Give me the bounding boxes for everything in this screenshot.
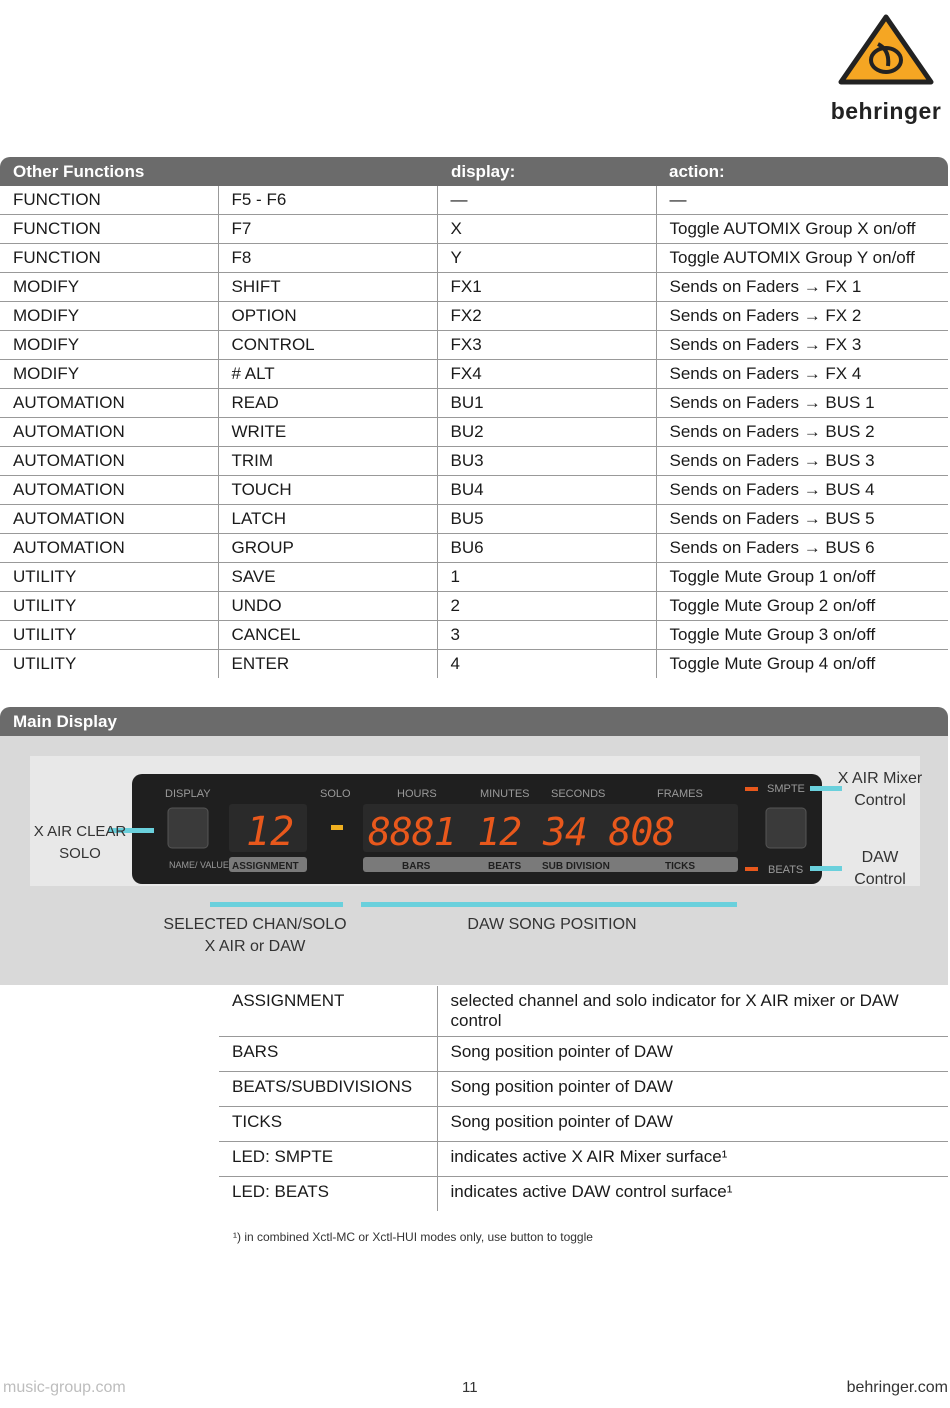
table-cell: OPTION	[218, 302, 437, 331]
table-cell: Toggle AUTOMIX Group X on/off	[656, 215, 948, 244]
table-cell: Song position pointer of DAW	[437, 1107, 948, 1142]
name-value-label: NAME/ VALUE	[169, 860, 229, 870]
table-cell: Sends on Faders → FX 3	[656, 331, 948, 360]
callout-daw-song-position: DAW SONG POSITION	[467, 916, 637, 933]
assignment-label: ASSIGNMENT	[232, 861, 299, 872]
display-diagram	[0, 736, 948, 985]
sub-division-label: SUB DIVISION	[542, 861, 610, 872]
table-row	[0, 650, 948, 679]
table-cell: MODIFY	[0, 302, 218, 331]
table-cell: UTILITY	[0, 592, 218, 621]
table-cell: Sends on Faders → FX 4	[656, 360, 948, 389]
table-cell: UTILITY	[13, 654, 77, 673]
table-cell: FUNCTION	[0, 215, 218, 244]
beats-led	[745, 867, 758, 871]
table-cell: AUTOMATION	[0, 418, 218, 447]
table-row	[0, 563, 948, 592]
header-col-display: display:	[451, 162, 516, 181]
callout-mixer-control: X AIR Mixer Control	[837, 770, 923, 809]
table-cell: Song position pointer of DAW	[437, 1072, 948, 1107]
table-row	[0, 302, 948, 331]
table-cell: Y	[437, 244, 656, 273]
table-cell: MODIFY	[0, 360, 218, 389]
table-row	[0, 505, 948, 534]
table-cell: UTILITY	[0, 563, 218, 592]
table-cell: GROUP	[218, 534, 437, 563]
footer-left-url[interactable]: music-group.com	[3, 1379, 126, 1396]
table-cell: BU2	[437, 418, 656, 447]
callout-daw-control: DAW Control	[854, 849, 906, 888]
table-cell: WRITE	[218, 418, 437, 447]
main-display-title: Main Display	[13, 712, 117, 731]
table-cell: —	[656, 186, 948, 215]
table-cell: TRIM	[218, 447, 437, 476]
main-display-header	[0, 707, 948, 736]
table-cell: 3	[437, 621, 656, 650]
table-cell: Sends on Faders → FX 1	[656, 273, 948, 302]
table-cell: ENTER	[218, 650, 437, 679]
table-cell: BEATS/SUBDIVISIONS	[219, 1072, 437, 1107]
table-cell: Sends on Faders → BUS 1	[656, 389, 948, 418]
main-display-table	[219, 986, 948, 1211]
smpte-beats-toggle-button[interactable]	[766, 808, 806, 848]
table-cell: FX2	[437, 302, 656, 331]
table-row	[0, 360, 948, 389]
table-cell: AUTOMATION	[0, 534, 218, 563]
table-cell: BU5	[437, 505, 656, 534]
minutes-label: MINUTES	[480, 788, 530, 800]
display-panel-graphic	[0, 736, 948, 985]
table-row	[0, 447, 948, 476]
table-cell: AUTOMATION	[0, 447, 218, 476]
table-cell: Sends on Faders → BUS 5	[656, 505, 948, 534]
table-cell: # ALT	[218, 360, 437, 389]
table-row	[219, 1037, 948, 1072]
table-row	[0, 534, 948, 563]
beats-side-label: BEATS	[768, 864, 804, 876]
table-cell: Toggle Mute Group 1 on/off	[656, 563, 948, 592]
header-col-action: action:	[669, 162, 725, 181]
solo-led	[331, 825, 343, 830]
table-cell: Toggle Mute Group 3 on/off	[656, 621, 948, 650]
other-functions-table	[0, 186, 948, 678]
display-label: DISPLAY	[165, 788, 211, 800]
header-col-1: Other Functions	[13, 162, 145, 181]
footnote: ¹) in combined Xctl-MC or Xctl-HUI modes only, use button to toggle	[233, 1230, 593, 1244]
table-cell: AUTOMATION	[0, 389, 218, 418]
table-row	[0, 273, 948, 302]
table-cell: AUTOMATION	[0, 505, 218, 534]
table-cell: F8	[218, 244, 437, 273]
hours-label: HOURS	[397, 788, 437, 800]
table-cell: selected channel and solo indicator for X AIR mixer or DAW control	[437, 986, 948, 1037]
table-cell: indicates active DAW control surface¹	[437, 1177, 948, 1212]
table-cell: BU4	[437, 476, 656, 505]
behringer-logo	[824, 14, 948, 124]
assignment-digits: 12	[246, 809, 295, 855]
smpte-led	[745, 787, 758, 791]
callout-clear-solo: X AIR CLEAR SOLO	[33, 823, 127, 862]
table-row	[0, 331, 948, 360]
table-row	[0, 244, 948, 273]
table-row	[0, 186, 948, 215]
table-cell: BARS	[219, 1037, 437, 1072]
table-cell: READ	[218, 389, 437, 418]
table-row	[0, 215, 948, 244]
table-cell: indicates active X AIR Mixer surface¹	[437, 1142, 948, 1177]
page-number: 11	[462, 1379, 478, 1396]
time-digits: 8881 12 34 808	[368, 810, 675, 854]
callout-selected-chan: SELECTED CHAN/SOLO X AIR or DAW	[163, 916, 347, 955]
table-cell: UTILITY	[0, 621, 218, 650]
table-cell: Toggle Mute Group 4 on/off	[656, 650, 948, 679]
table-cell: X	[437, 215, 656, 244]
table-cell: UNDO	[218, 592, 437, 621]
table-cell: Sends on Faders → BUS 4	[656, 476, 948, 505]
solo-label: SOLO	[320, 788, 351, 800]
table-cell: BU3	[437, 447, 656, 476]
table-cell: —	[437, 186, 656, 215]
table-cell: 4	[437, 650, 656, 679]
frames-label: FRAMES	[657, 788, 703, 800]
table-cell: FUNCTION	[0, 186, 218, 215]
table-cell: CANCEL	[218, 621, 437, 650]
table-row	[0, 621, 948, 650]
table-cell: ASSIGNMENT	[219, 986, 437, 1037]
table-row	[0, 389, 948, 418]
table-row	[0, 476, 948, 505]
footer-right-url[interactable]: behringer.com	[846, 1379, 948, 1396]
table-cell: Sends on Faders → BUS 3	[656, 447, 948, 476]
smpte-label: SMPTE	[767, 783, 805, 795]
table-cell: 2	[437, 592, 656, 621]
table-cell: LED: SMPTE	[219, 1142, 437, 1177]
table-cell: Toggle Mute Group 2 on/off	[656, 592, 948, 621]
table-cell: BU1	[437, 389, 656, 418]
table-cell: CONTROL	[218, 331, 437, 360]
name-value-button[interactable]	[168, 808, 208, 848]
table-cell: Song position pointer of DAW	[437, 1037, 948, 1072]
table-cell: Sends on Faders → BUS 2	[656, 418, 948, 447]
table-cell: 1	[437, 563, 656, 592]
table-cell: F5 - F6	[218, 186, 437, 215]
table-cell: TICKS	[219, 1107, 437, 1142]
table-cell: Toggle AUTOMIX Group Y on/off	[656, 244, 948, 273]
table-cell: F7	[218, 215, 437, 244]
table-row	[219, 1107, 948, 1142]
table-cell: MODIFY	[0, 331, 218, 360]
table-cell: BU6	[437, 534, 656, 563]
table-row	[219, 1177, 948, 1212]
beats-label: BEATS	[488, 861, 522, 872]
table-row	[0, 592, 948, 621]
table-cell: AUTOMATION	[0, 476, 218, 505]
table-cell: FUNCTION	[0, 244, 218, 273]
table-row	[0, 418, 948, 447]
ticks-label: TICKS	[665, 861, 695, 872]
logo-text: behringer	[830, 98, 942, 124]
table-cell: FX4	[437, 360, 656, 389]
table-cell: FX1	[437, 273, 656, 302]
table-cell: MODIFY	[0, 273, 218, 302]
table-row	[219, 986, 948, 1037]
table-cell: Sends on Faders → FX 2	[656, 302, 948, 331]
bars-label: BARS	[402, 861, 431, 872]
table-cell: LATCH	[218, 505, 437, 534]
table-cell: TOUCH	[218, 476, 437, 505]
table-cell: FX3	[437, 331, 656, 360]
seconds-label: SECONDS	[551, 788, 606, 800]
table-cell: SAVE	[218, 563, 437, 592]
other-functions-header	[0, 157, 948, 186]
table-row	[219, 1142, 948, 1177]
table-cell: SHIFT	[218, 273, 437, 302]
table-cell: Sends on Faders → BUS 6	[656, 534, 948, 563]
table-row	[219, 1072, 948, 1107]
table-cell: LED: BEATS	[232, 1182, 329, 1201]
behringer-triangle-icon	[838, 14, 934, 86]
